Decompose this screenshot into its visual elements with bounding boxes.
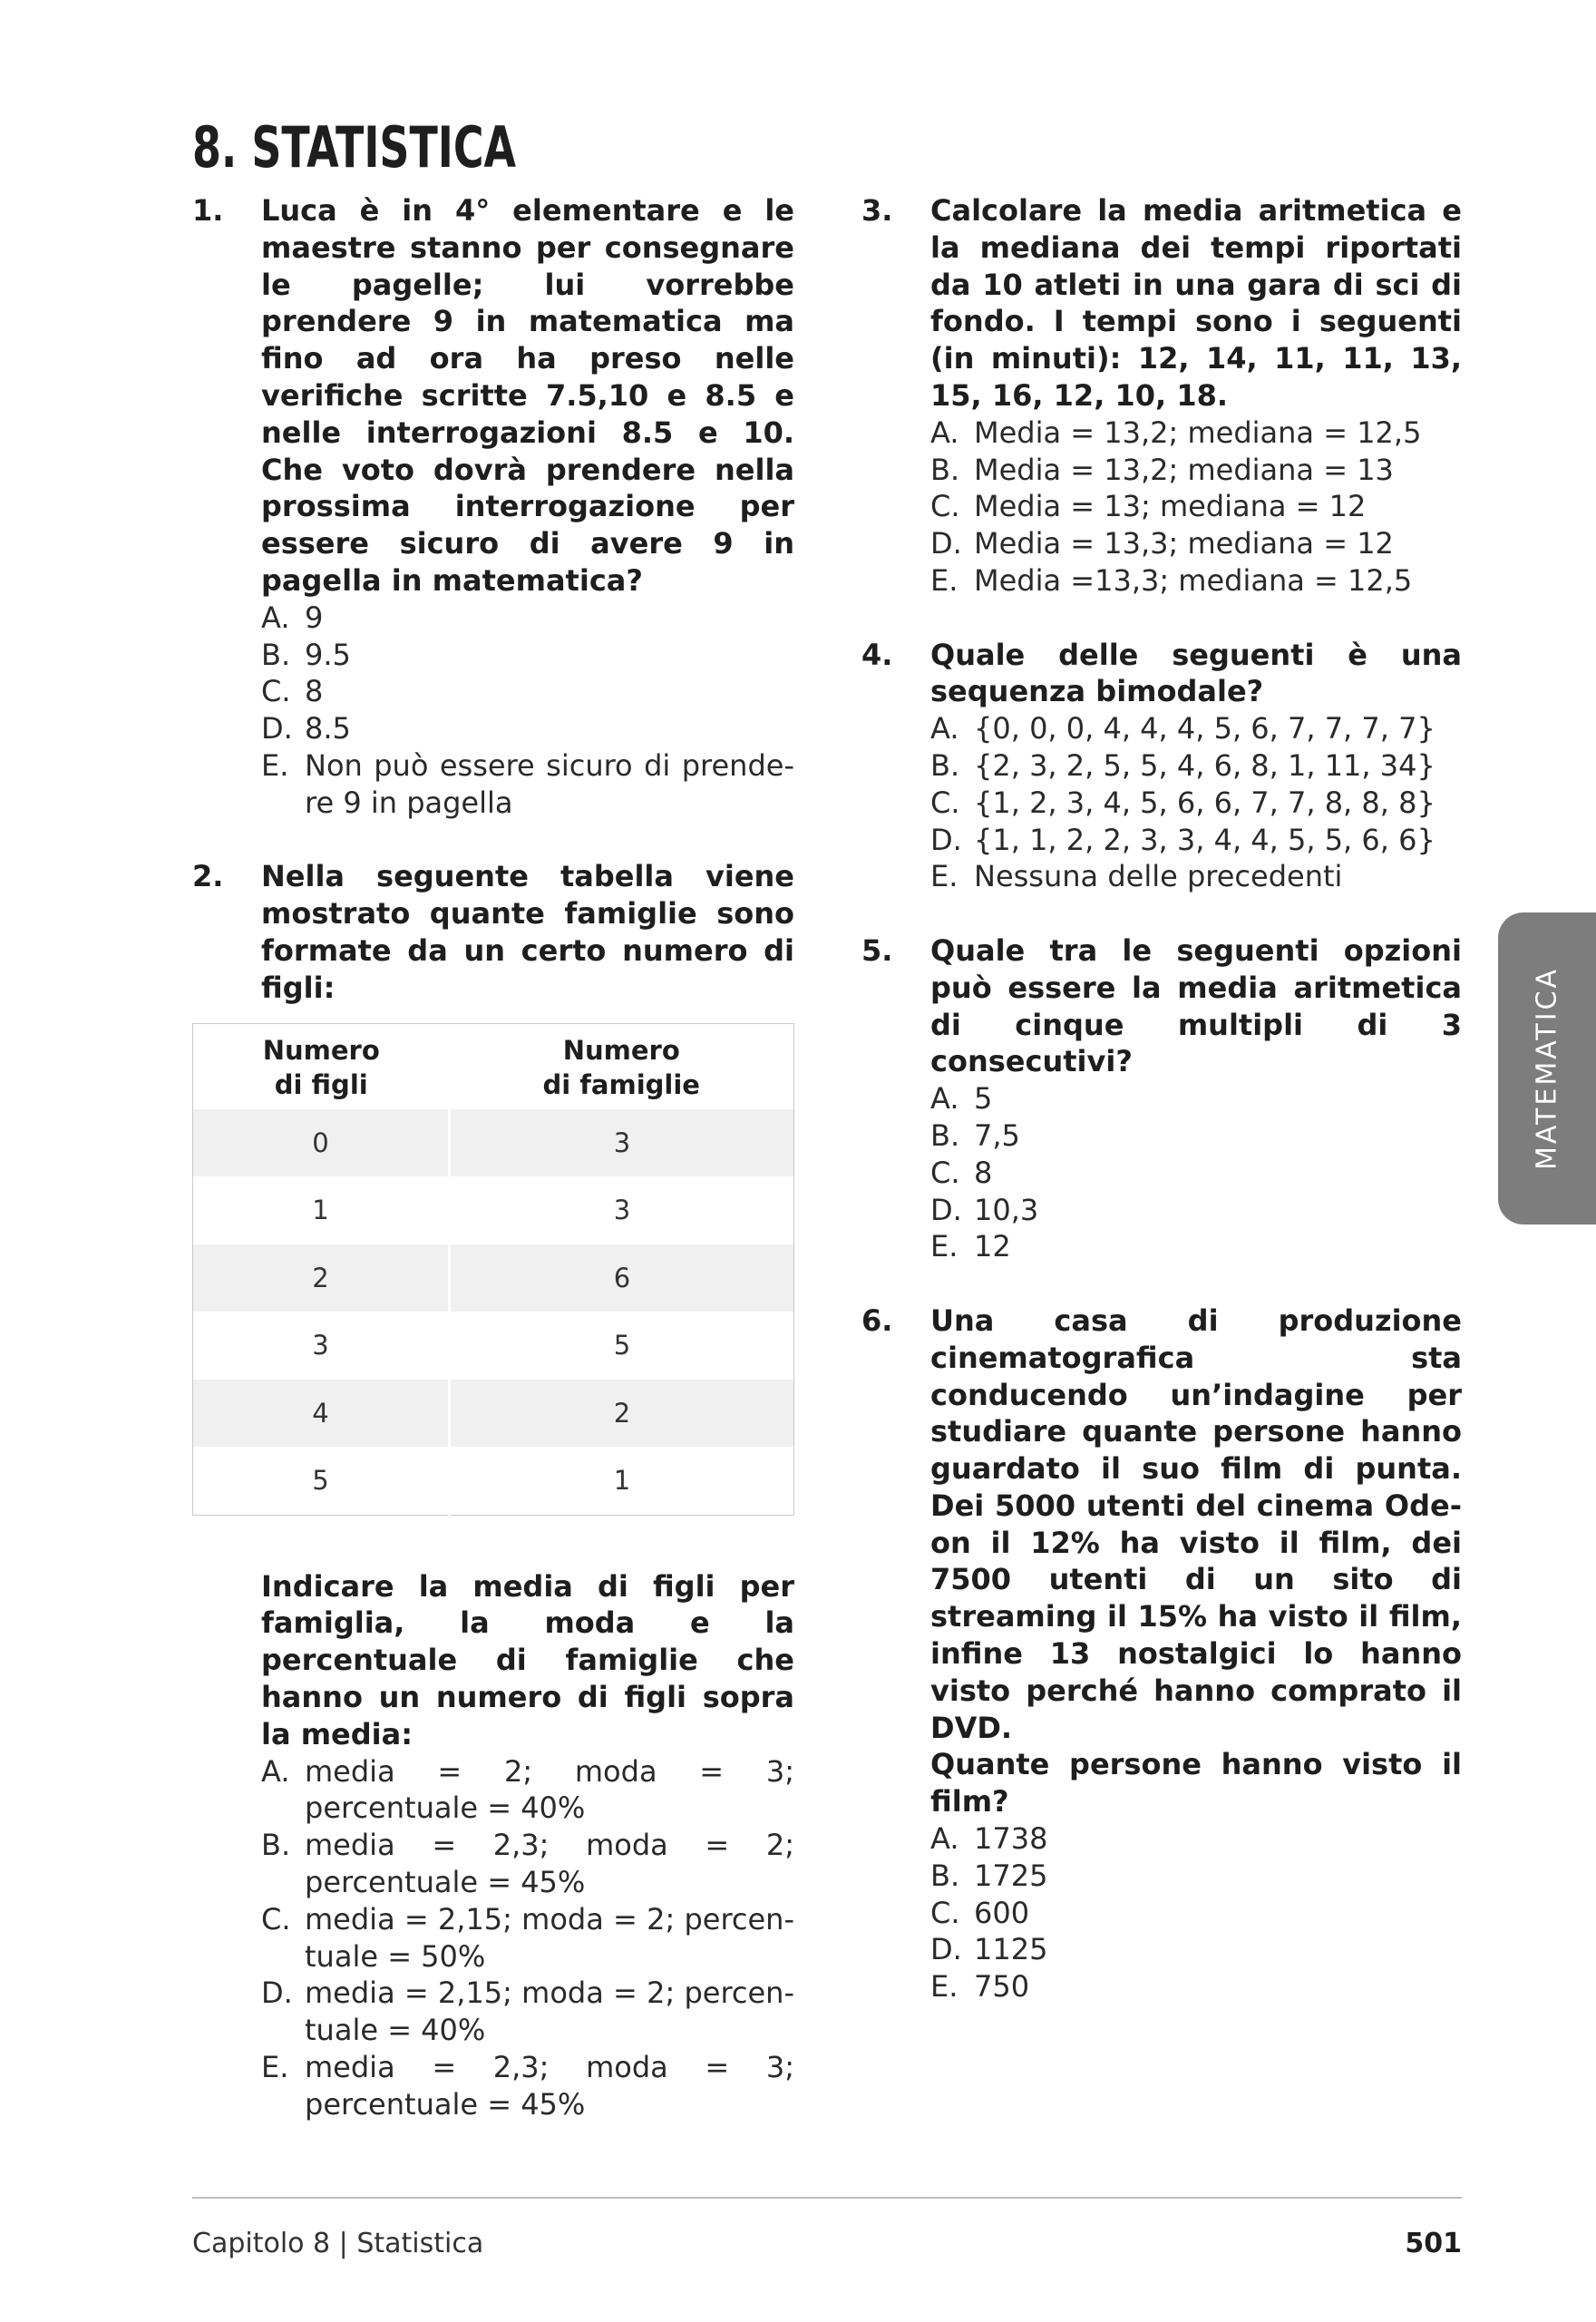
option-text: 1125 <box>974 1932 1048 1967</box>
question-number: 1. <box>192 193 224 228</box>
question-2-continued <box>192 1568 794 2123</box>
answer-option[interactable] <box>930 1858 1462 1895</box>
option-letter: D. <box>261 711 293 746</box>
question-text: Nella seguente tabella viene mostrato quante famiglie sono formate da un certo numero di figli: <box>261 859 794 1005</box>
option-text: 750 <box>974 1969 1030 2005</box>
table-cell: 5 <box>449 1312 793 1380</box>
option-letter: C. <box>261 674 291 709</box>
option-text: 10,3 <box>974 1192 1039 1227</box>
question-text: Quale tra le seguenti opzioni può essere la media aritmetica di cinque multipli di 3 consecutivi? <box>930 932 1462 1079</box>
table-cell: 4 <box>193 1380 450 1448</box>
table-cell: 1 <box>449 1447 793 1515</box>
answer-options <box>261 600 794 822</box>
table-row <box>193 1380 794 1448</box>
left-column <box>192 192 794 2122</box>
spacer <box>861 895 1462 932</box>
answer-option[interactable] <box>930 1117 1462 1155</box>
option-letter: D. <box>261 1976 293 2011</box>
answer-option[interactable] <box>261 1827 794 1901</box>
answer-option[interactable] <box>930 1895 1462 1932</box>
answer-option[interactable] <box>930 562 1462 600</box>
option-text: 12 <box>974 1229 1011 1264</box>
table-cell: 6 <box>449 1244 793 1312</box>
table-row <box>193 1176 794 1244</box>
option-text: Media = 13,2; mediana = 13 <box>974 452 1394 487</box>
answer-option[interactable] <box>930 1931 1462 1968</box>
answer-option[interactable] <box>930 785 1462 822</box>
answer-option[interactable] <box>261 2049 794 2123</box>
question-text: Una casa di produzione cinematografica sta conducendo un’indagine per studiare quante persone hanno guardato il suo film di punta. Dei 5000 utenti del cinema Odeon il 12% ha visto il film, dei 7500 utenti di un sito di streaming il 15% ha visto il film, infine 13 nostalgici lo hanno visto perché hanno comprato il DVD. <box>930 1302 1462 1745</box>
option-letter: D. <box>930 526 962 561</box>
option-letter: B. <box>261 637 291 672</box>
page-title: 8. STATISTICA <box>192 114 517 180</box>
table-cell: 0 <box>193 1109 450 1177</box>
page-number: 501 <box>1405 2228 1462 2259</box>
option-letter: B. <box>930 1117 960 1153</box>
option-letter: C. <box>930 785 960 820</box>
option-letter: C. <box>930 1895 960 1930</box>
option-letter: A. <box>930 711 959 746</box>
question-4 <box>861 637 1462 896</box>
right-column <box>861 192 1462 2005</box>
question-number: 4. <box>861 637 893 672</box>
option-letter: E. <box>930 562 959 598</box>
option-letter: B. <box>930 1858 960 1893</box>
table-cell: 2 <box>449 1380 793 1448</box>
section-side-tab[interactable] <box>1498 912 1596 1224</box>
answer-option[interactable] <box>930 525 1462 562</box>
answer-option[interactable] <box>261 747 794 822</box>
answer-option[interactable] <box>930 1820 1462 1858</box>
option-letter: C. <box>930 1155 960 1190</box>
footer-chapter: Capitolo 8 | Statistica <box>192 2228 484 2259</box>
option-text: Media = 13; mediana = 12 <box>974 489 1367 524</box>
answer-option[interactable] <box>261 637 794 674</box>
answer-option[interactable] <box>930 747 1462 785</box>
question-subtext: Quante persone hanno visto il film? <box>930 1747 1462 1820</box>
option-text: Nessuna delle precedenti <box>974 859 1343 894</box>
spacer <box>861 1265 1462 1302</box>
option-text: media = 2,3; moda = 3; percentuale = 45% <box>305 2049 794 2122</box>
table-cell: 1 <box>312 1195 329 1226</box>
option-text: Media = 13,2; mediana = 12,5 <box>974 415 1422 450</box>
table-row <box>193 1109 794 1177</box>
option-letter: C. <box>930 489 960 524</box>
question-text: Calcolare la media aritmetica e la mediana dei tempi riportati da 10 atleti in una gara di sci di fondo. I tempi sono i seguenti (in minuti): 12, 14, 11, 11, 13, 15, 16, 12, 10, 18. <box>930 193 1462 413</box>
table-row <box>193 1312 794 1380</box>
answer-option[interactable] <box>930 415 1462 452</box>
answer-options <box>930 415 1462 600</box>
option-text: {1, 1, 2, 2, 3, 3, 4, 4, 5, 5, 6, 6} <box>974 822 1435 857</box>
option-text: 1725 <box>974 1858 1048 1893</box>
option-letter: A. <box>930 1821 959 1857</box>
question-1 <box>192 192 794 822</box>
option-text: {1, 2, 3, 4, 5, 6, 6, 7, 7, 8, 8, 8} <box>974 785 1435 820</box>
option-text: 5 <box>974 1081 993 1117</box>
answer-option[interactable] <box>930 858 1462 895</box>
question-3 <box>861 192 1462 600</box>
column-header-children: Numero di figli <box>193 1023 450 1109</box>
answer-options <box>930 1080 1462 1265</box>
option-letter: E. <box>261 2049 289 2084</box>
spacer <box>192 822 794 859</box>
option-letter: E. <box>930 1969 959 2005</box>
option-text: 9.5 <box>305 637 351 672</box>
question-number: 6. <box>861 1302 893 1338</box>
question-number: 5. <box>861 932 893 968</box>
option-text: Non può essere sicuro di prendere 9 in pagella <box>305 747 794 820</box>
option-letter: A. <box>261 1753 290 1789</box>
option-letter: A. <box>261 600 290 635</box>
question-text: Quale delle seguenti è una sequenza bimodale? <box>930 637 1462 709</box>
option-text: 600 <box>974 1895 1030 1930</box>
table-header-row <box>193 1023 794 1109</box>
question-2 <box>192 858 794 1006</box>
option-letter: E. <box>930 1229 959 1264</box>
option-letter: D. <box>930 1192 962 1227</box>
option-letter: D. <box>930 822 962 857</box>
answer-option[interactable] <box>261 1901 794 1976</box>
option-text: {0, 0, 0, 4, 4, 4, 5, 6, 7, 7, 7, 7} <box>974 711 1435 746</box>
answer-option[interactable] <box>261 600 794 637</box>
side-tab-label: MATEMATICA <box>1531 966 1563 1171</box>
option-text: 8.5 <box>305 711 351 746</box>
column-header-families: Numero di famiglie <box>449 1023 793 1109</box>
answer-option[interactable] <box>930 488 1462 525</box>
spacer <box>861 600 1462 637</box>
answer-options <box>261 1753 794 2123</box>
answer-option[interactable] <box>261 1753 794 1828</box>
answer-option[interactable] <box>930 452 1462 489</box>
option-text: media = 2; moda = 3; percentuale = 40% <box>305 1753 794 1826</box>
option-letter: E. <box>261 747 289 783</box>
option-letter: D. <box>930 1932 962 1967</box>
option-letter: B. <box>930 747 960 783</box>
option-text: 7,5 <box>974 1117 1020 1153</box>
option-letter: C. <box>261 1901 291 1937</box>
answer-options <box>930 1820 1462 2005</box>
children-families-table <box>192 1023 794 1516</box>
option-text: media = 2,3; moda = 2; percentuale = 45% <box>305 1828 794 1899</box>
option-letter: A. <box>930 415 959 450</box>
answer-option[interactable] <box>930 1155 1462 1192</box>
option-text: {2, 3, 2, 5, 5, 4, 6, 8, 1, 11, 34} <box>974 747 1435 783</box>
table-cell: 2 <box>193 1244 450 1312</box>
option-text: 8 <box>305 674 324 709</box>
table-cell: 5 <box>312 1465 329 1497</box>
option-text: Media = 13,3; mediana = 12 <box>974 526 1394 561</box>
table-cell: 3 <box>312 1330 329 1361</box>
question-5 <box>861 932 1462 1265</box>
answer-option[interactable] <box>930 1192 1462 1229</box>
answer-option[interactable] <box>261 710 794 747</box>
table-row <box>193 1447 794 1515</box>
answer-option[interactable] <box>930 822 1462 859</box>
option-letter: B. <box>261 1828 291 1863</box>
question-number: 2. <box>192 859 224 894</box>
table-row <box>193 1244 794 1312</box>
answer-option[interactable] <box>930 1968 1462 2005</box>
option-letter: A. <box>930 1081 959 1117</box>
question-text: Luca è in 4° elementare e le maestre stanno per consegnare le pagelle; lui vorrebbe prendere 9 in matematica ma fino ad ora ha preso nelle verifiche scritte 7.5,10 e 8.5 e nelle interrogazioni 8.5 e 10. Che voto dovrà prendere nella prossima interrogazione per essere sicuro di avere 9 in pagella in matematica? <box>261 193 794 598</box>
option-letter: E. <box>930 859 959 894</box>
question-text: Indicare la media di figli per famiglia, la moda e la percentuale di famiglie che hanno un numero di figli sopra la media: <box>261 1568 794 1751</box>
option-letter: B. <box>930 452 960 487</box>
table-cell: 3 <box>449 1109 793 1177</box>
option-text: 1738 <box>974 1821 1048 1857</box>
table-cell: 3 <box>449 1176 793 1244</box>
option-text: 9 <box>305 600 324 635</box>
answer-option[interactable] <box>930 1228 1462 1265</box>
question-6 <box>861 1302 1462 2005</box>
option-text: 8 <box>974 1155 993 1190</box>
question-number: 3. <box>861 193 893 228</box>
answer-option[interactable] <box>930 710 1462 747</box>
option-text: media = 2,15; moda = 2; percentuale = 40% <box>305 1976 794 2048</box>
answer-option[interactable] <box>261 1975 794 2049</box>
answer-options <box>930 710 1462 895</box>
option-text: Media =13,3; mediana = 12,5 <box>974 562 1413 598</box>
footer-divider <box>192 2197 1462 2199</box>
answer-option[interactable] <box>261 673 794 710</box>
answer-option[interactable] <box>930 1080 1462 1117</box>
option-text: media = 2,15; moda = 2; percentuale = 50% <box>305 1901 794 1974</box>
